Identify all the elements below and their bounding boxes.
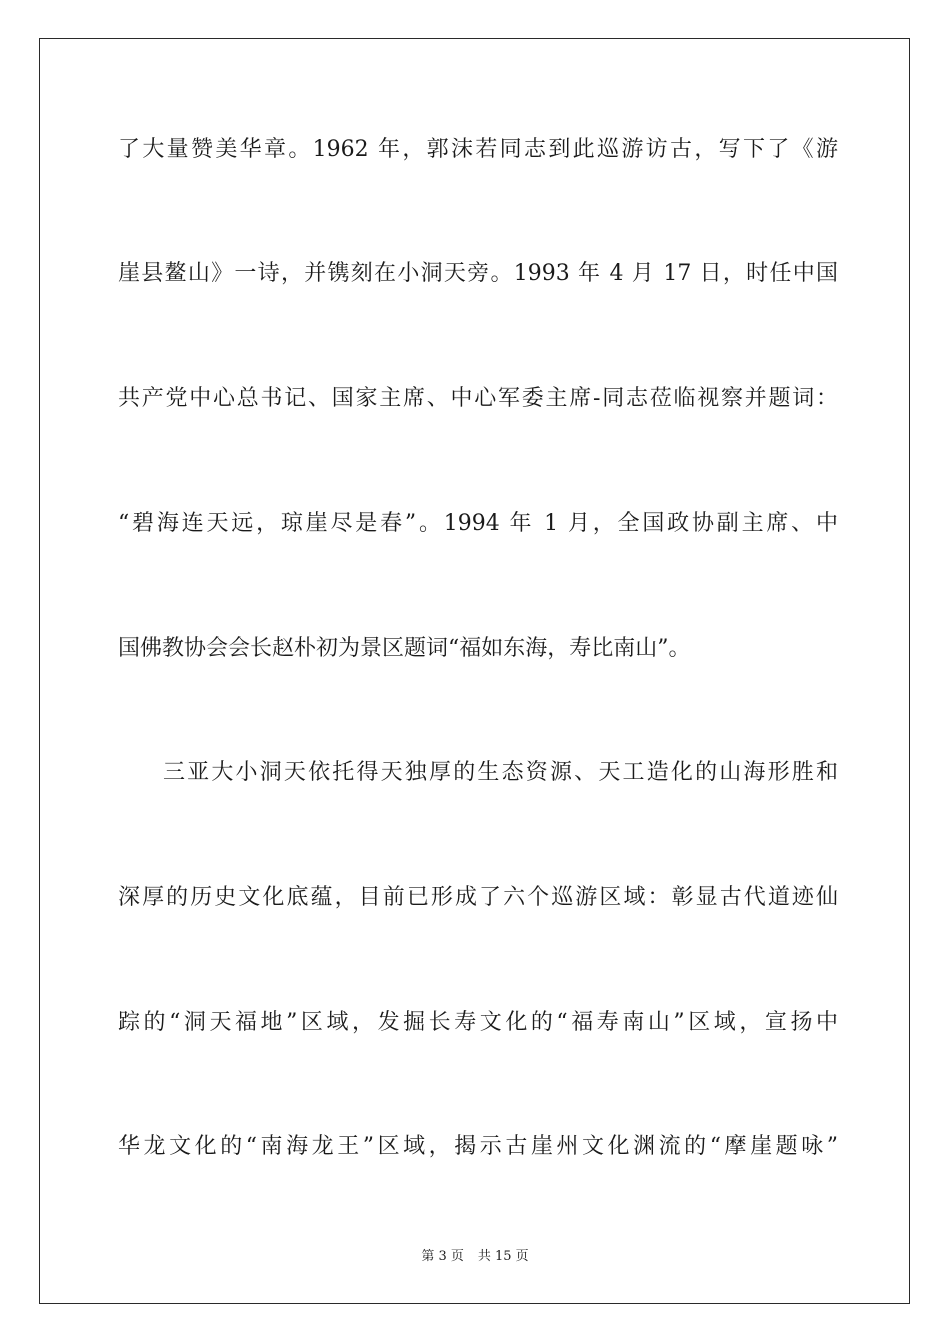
body-line: 崖县鳌山》一诗，并镌刻在小洞天旁。1993 年 4 月 17 日，时任中国 xyxy=(118,261,838,286)
body-line: “碧海连天远，琼崖尽是春”。1994 年 1 月，全国政协副主席、中 xyxy=(118,511,838,536)
paragraph-first-line: 三亚大小洞天依托得天独厚的生态资源、天工造化的山海形胜和 xyxy=(163,760,838,785)
body-line: 国佛教协会会长赵朴初为景区题词“福如东海，寿比南山”。 xyxy=(118,636,691,661)
body-line: 踪的“洞天福地”区域，发掘长寿文化的“福寿南山”区域，宣扬中 xyxy=(118,1010,838,1035)
page-number: 第 3 页 xyxy=(421,1249,464,1264)
total-pages: 共 15 页 xyxy=(477,1249,529,1264)
body-line: 深厚的历史文化底蕴，目前已形成了六个巡游区域：彰显古代道迹仙 xyxy=(118,885,838,910)
page-footer xyxy=(0,1248,950,1266)
body-line: 了大量赞美华章。1962 年，郭沫若同志到此巡游访古，写下了《游 xyxy=(118,137,838,162)
body-line: 共产党中心总书记、国家主席、中心军委主席-同志莅临视察并题词： xyxy=(118,386,838,411)
page-border xyxy=(39,38,910,1304)
body-line: 华龙文化的“南海龙王”区域，揭示古崖州文化渊流的“摩崖题咏” xyxy=(118,1134,838,1159)
